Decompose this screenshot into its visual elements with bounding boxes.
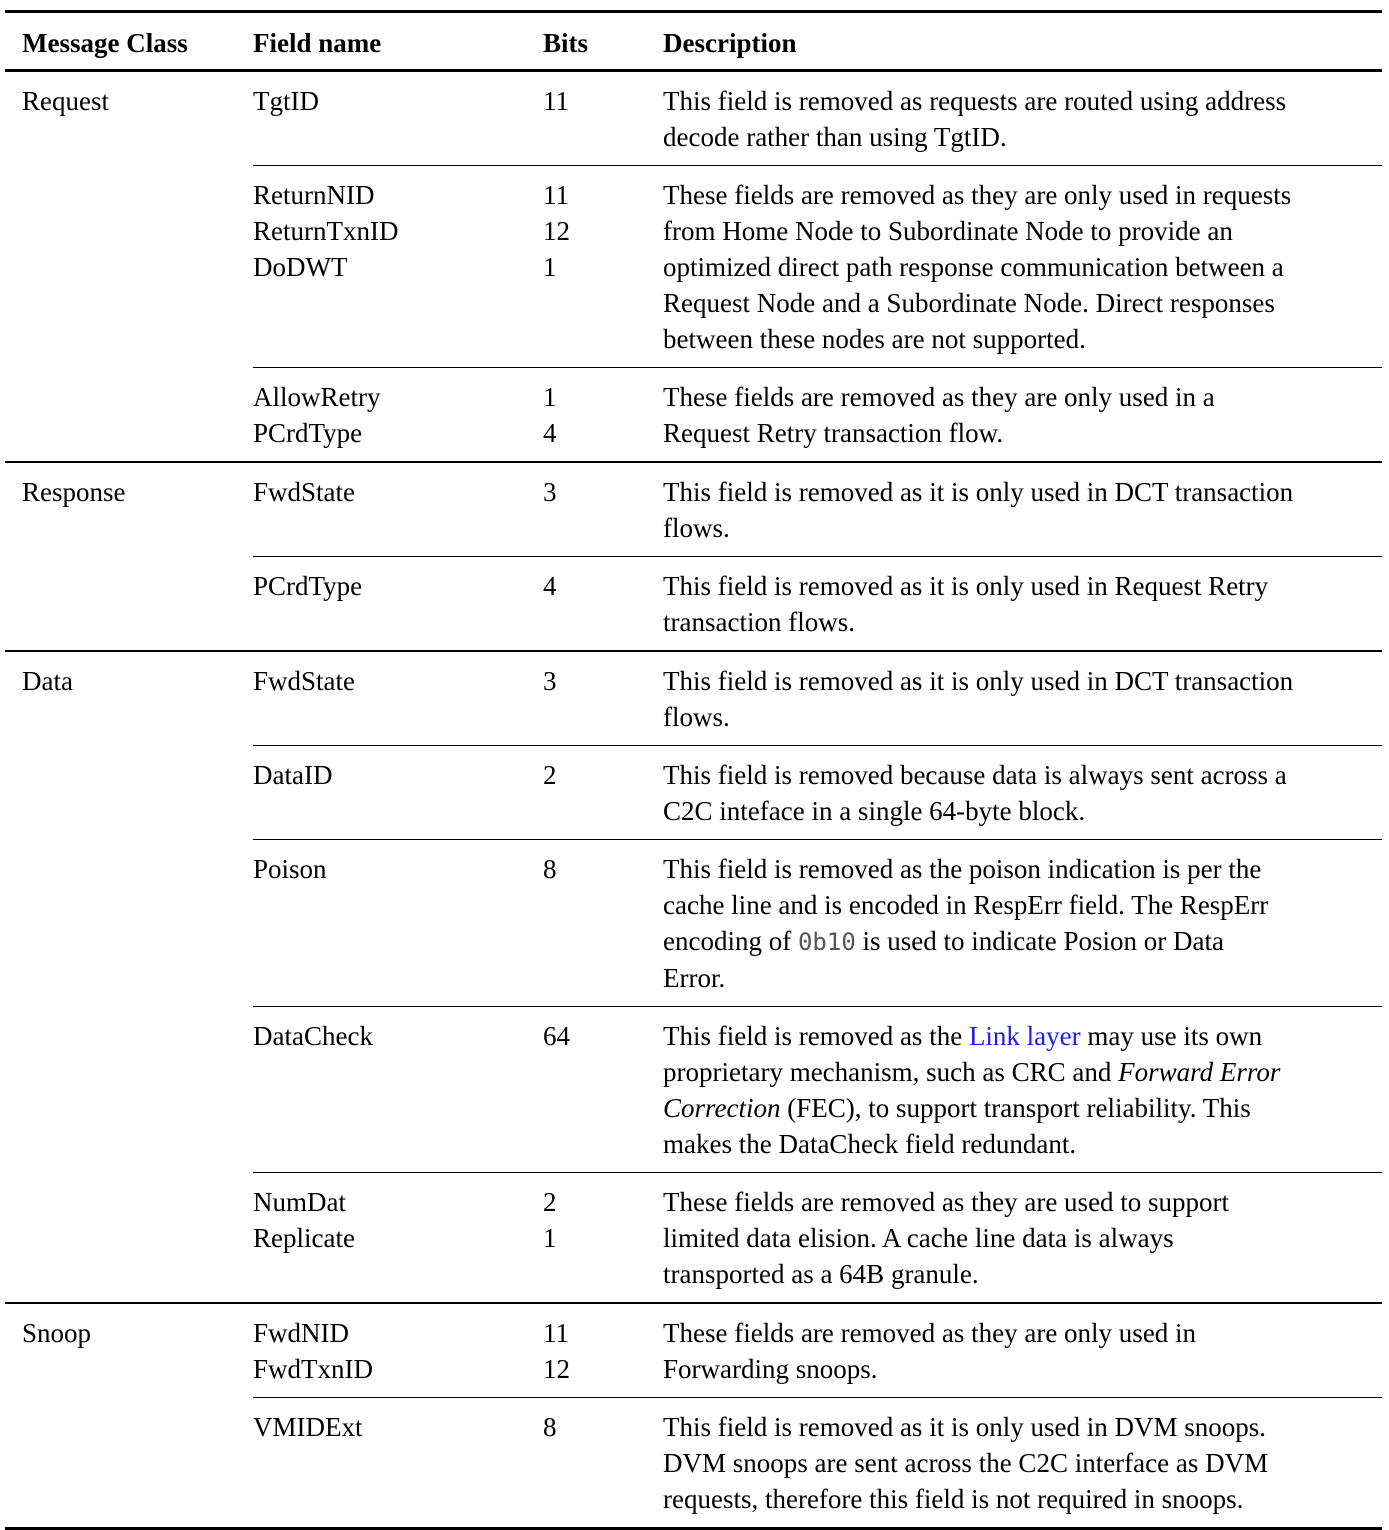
field-name-cell <box>253 1398 543 1529</box>
bits-cell <box>543 462 663 557</box>
description-line: This field is removed as it is only used in DVM snoops. <box>663 1412 1266 1442</box>
description-line: cache line and is encoded in RespErr field. The RespErr <box>663 890 1269 920</box>
description-line: between these nodes are not supported. <box>663 324 1086 354</box>
field-name-cell <box>253 462 543 557</box>
field-name-cell <box>253 1007 543 1173</box>
description-cell <box>663 1173 1382 1304</box>
description-line: These fields are removed as they are only used in <box>663 1318 1197 1348</box>
table-row <box>5 651 1382 746</box>
removed-fields-table <box>5 10 1382 1530</box>
description-line: limited data elision. A cache line data is always <box>663 1223 1174 1253</box>
bits-value: 2 <box>543 1187 557 1217</box>
field-name: DataCheck <box>253 1021 373 1051</box>
table-header-row <box>5 12 1382 71</box>
header-description: Description <box>663 12 1382 71</box>
field-name-cell <box>253 557 543 652</box>
field-name-cell <box>253 71 543 166</box>
message-fields-table-container <box>5 10 1382 1530</box>
description-cell <box>663 557 1382 652</box>
field-name-cell <box>253 1173 543 1304</box>
description-text: proprietary mechanism, such as CRC and <box>663 1057 1119 1087</box>
description-line <box>663 1090 1368 1126</box>
header-bits: Bits <box>543 12 663 71</box>
description-line: flows. <box>663 702 730 732</box>
field-name: FwdState <box>253 666 356 696</box>
field-name: Replicate <box>253 1223 355 1253</box>
emphasis-text: Correction <box>663 1093 781 1123</box>
bits-value: 3 <box>543 666 557 696</box>
bits-cell <box>543 1303 663 1398</box>
description-text: (FEC), to support transport reliability. This <box>780 1093 1251 1123</box>
field-name-cell <box>253 651 543 746</box>
field-name: ReturnTxnID <box>253 216 399 246</box>
bits-value: 3 <box>543 477 557 507</box>
description-cell <box>663 71 1382 166</box>
field-name: FwdState <box>253 477 356 507</box>
bits-value: 4 <box>543 571 557 601</box>
description-line: optimized direct path response communication between a <box>663 252 1284 282</box>
description-cell <box>663 651 1382 746</box>
field-name: FwdTxnID <box>253 1354 373 1384</box>
description-cell <box>663 166 1382 368</box>
description-line <box>663 923 1368 960</box>
description-line: Error. <box>663 963 726 993</box>
description-cell <box>663 746 1382 840</box>
description-cell <box>663 1303 1382 1398</box>
description-line: transaction flows. <box>663 607 855 637</box>
bits-value: 64 <box>543 1021 570 1051</box>
field-name: AllowRetry <box>253 382 381 412</box>
field-name: TgtID <box>253 86 319 116</box>
field-name-cell <box>253 1303 543 1398</box>
description-line <box>663 1018 1368 1054</box>
description-line: This field is removed as the poison indication is per the <box>663 854 1262 884</box>
header-message-class: Message Class <box>5 12 253 71</box>
description-line: makes the DataCheck field redundant. <box>663 1129 1077 1159</box>
field-name: ReturnNID <box>253 180 375 210</box>
link-layer-link[interactable]: Link layer <box>968 1021 1081 1051</box>
bits-value: 11 <box>543 1318 569 1348</box>
bits-value: 8 <box>543 854 557 884</box>
bits-cell <box>543 1173 663 1304</box>
field-name-cell <box>253 840 543 1007</box>
bits-value: 12 <box>543 216 570 246</box>
field-name-cell <box>253 166 543 368</box>
description-line: from Home Node to Subordinate Node to provide an <box>663 216 1233 246</box>
description-line: This field is removed as requests are routed using address <box>663 86 1287 116</box>
field-name: FwdNID <box>253 1318 350 1348</box>
field-name: VMIDExt <box>253 1412 363 1442</box>
field-name: DoDWT <box>253 252 348 282</box>
description-line: requests, therefore this field is not required in snoops. <box>663 1484 1244 1514</box>
description-line: C2C inteface in a single 64-byte block. <box>663 796 1086 826</box>
description-line: These fields are removed as they are only used in requests <box>663 180 1292 210</box>
field-name: Poison <box>253 854 327 884</box>
description-line: This field is removed as it is only used in Request Retry <box>663 571 1269 601</box>
bits-cell <box>543 651 663 746</box>
description-cell <box>663 840 1382 1007</box>
bits-value: 8 <box>543 1412 557 1442</box>
bits-cell <box>543 1398 663 1529</box>
description-text: is used to indicate Posion or Data <box>855 926 1224 956</box>
description-line: flows. <box>663 513 730 543</box>
bits-cell <box>543 166 663 368</box>
description-cell <box>663 1398 1382 1529</box>
field-name: PCrdType <box>253 571 363 601</box>
bits-cell <box>543 1007 663 1173</box>
bits-cell <box>543 746 663 840</box>
description-line: These fields are removed as they are used to support <box>663 1187 1230 1217</box>
header-field-name: Field name <box>253 12 543 71</box>
bits-value: 1 <box>543 1223 557 1253</box>
table-row <box>5 1303 1382 1398</box>
description-cell <box>663 462 1382 557</box>
description-line: These fields are removed as they are only used in a <box>663 382 1215 412</box>
field-name-cell <box>253 368 543 463</box>
message-class-cell: Data <box>5 651 253 1303</box>
bits-value: 2 <box>543 760 557 790</box>
field-name: DataID <box>253 760 333 790</box>
description-line: DVM snoops are sent across the C2C interface as DVM <box>663 1448 1269 1478</box>
field-name-cell <box>253 746 543 840</box>
description-line: Request Retry transaction flow. <box>663 418 1004 448</box>
description-line <box>663 1054 1368 1090</box>
message-class-cell: Response <box>5 462 253 651</box>
bits-value: 12 <box>543 1354 570 1384</box>
bits-cell <box>543 71 663 166</box>
description-line: This field is removed because data is always sent across a <box>663 760 1287 790</box>
field-name: PCrdType <box>253 418 363 448</box>
bits-value: 1 <box>543 382 557 412</box>
bits-value: 11 <box>543 86 569 116</box>
bits-cell <box>543 840 663 1007</box>
description-text: encoding of <box>663 926 798 956</box>
field-name: NumDat <box>253 1187 346 1217</box>
bits-value: 1 <box>543 252 557 282</box>
code-value: 0b10 <box>797 928 856 956</box>
bits-cell <box>543 557 663 652</box>
description-line: decode rather than using TgtID. <box>663 122 1007 152</box>
description-line: This field is removed as it is only used in DCT transaction <box>663 477 1294 507</box>
table-row <box>5 462 1382 557</box>
bits-cell <box>543 368 663 463</box>
description-line: This field is removed as it is only used in DCT transaction <box>663 666 1294 696</box>
description-cell <box>663 1007 1382 1173</box>
description-text: This field is removed as the <box>663 1021 969 1051</box>
bits-value: 4 <box>543 418 557 448</box>
description-line: Forwarding snoops. <box>663 1354 878 1384</box>
description-cell <box>663 368 1382 463</box>
emphasis-text: Forward Error <box>1118 1057 1281 1087</box>
message-class-cell: Request <box>22 86 109 116</box>
description-line: Request Node and a Subordinate Node. Direct responses <box>663 288 1275 318</box>
description-line: transported as a 64B granule. <box>663 1259 979 1289</box>
bits-value: 11 <box>543 180 569 210</box>
description-text: may use its own <box>1080 1021 1263 1051</box>
message-class-cell: Snoop <box>5 1303 253 1529</box>
table-row <box>5 71 1382 166</box>
